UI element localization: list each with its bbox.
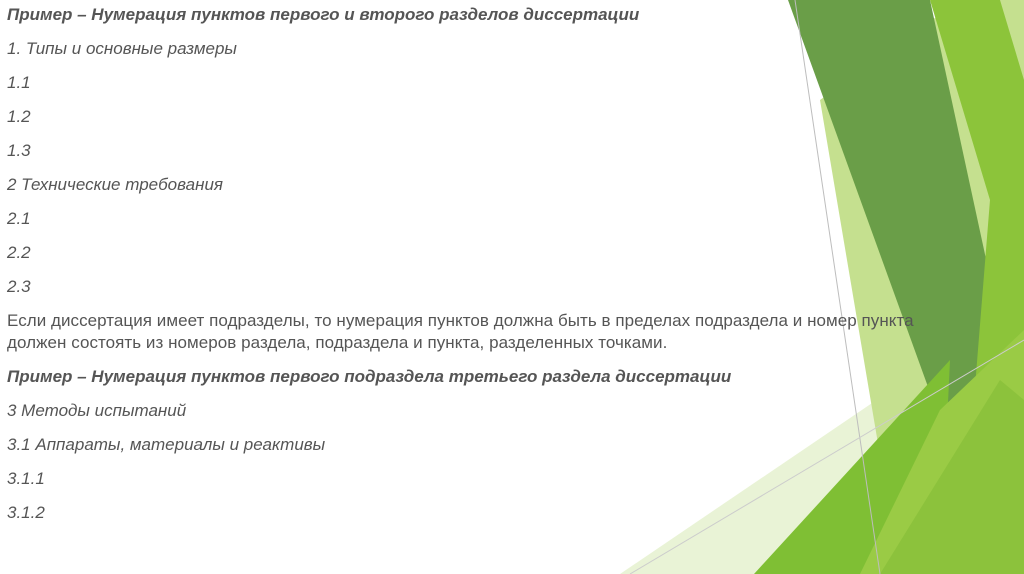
list-item: 3.1.2: [7, 503, 45, 522]
list-item: 3.1 Аппараты, материалы и реактивы: [7, 435, 326, 454]
list-item: 3.1.1: [7, 469, 45, 488]
explanation-paragraph: Если диссертация имеет подразделы, то нумерация пунктов должна быть в пределах подраздела и номер пункта должен состоять из номеров раздела, подраздела и пункта, разделенных точками.: [7, 311, 914, 352]
list-item: 2 Технические требования: [7, 175, 223, 194]
list-item: 1. Типы и основные размеры: [7, 39, 237, 58]
list-item: 3 Методы испытаний: [7, 401, 187, 420]
list-item: 2.3: [7, 277, 31, 296]
list-item: 1.1: [7, 73, 31, 92]
list-item: 1.2: [7, 107, 31, 126]
list-item: 2.2: [7, 243, 31, 262]
heading-example-2: Пример – Нумерация пунктов первого подраздела третьего раздела диссертации: [7, 367, 732, 386]
list-item: 1.3: [7, 141, 31, 160]
list-item: 2.1: [7, 209, 31, 228]
slide-content: [7, 0, 967, 574]
heading-example-1: Пример – Нумерация пунктов первого и второго разделов диссертации: [7, 5, 640, 24]
